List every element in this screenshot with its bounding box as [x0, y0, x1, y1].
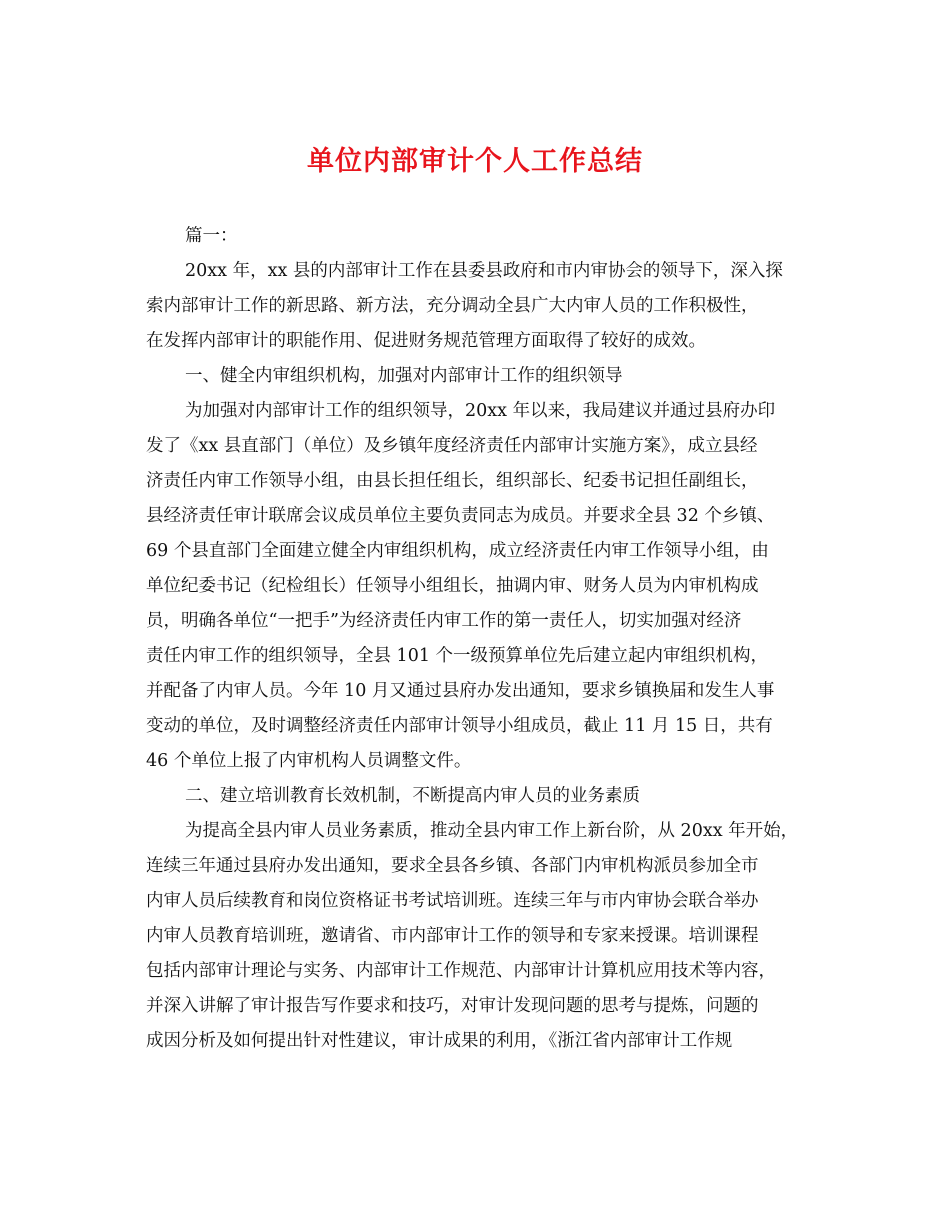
section-heading: 二、建立培训教育长效机制，不断提高内审人员的业务素质	[185, 786, 640, 806]
paragraph-line: 20xx 年，xx 县的内部审计工作在县委县政府和市内审协会的领导下，深入探	[185, 261, 783, 281]
paragraph-line: 员，明确各单位“一把手”为经济责任内审工作的第一责任人，切实加强对经济	[146, 611, 742, 631]
paragraph-line: 单位纪委书记（纪检组长）任领导小组组长，抽调内审、财务人员为内审机构成	[146, 576, 759, 596]
document-title: 单位内部审计个人工作总结	[307, 146, 643, 177]
paragraph-line: 济责任内审工作领导小组，由县长担任组长，组织部长、纪委书记担任副组长，	[146, 471, 759, 491]
paragraph-line: 成因分析及如何提出针对性建议，审计成果的利用，《浙江省内部审计工作规	[146, 1031, 733, 1051]
paragraph-line: 内审人员教育培训班，邀请省、市内部审计工作的领导和专家来授课。培训课程	[146, 926, 759, 946]
paragraph-line: 责任内审工作的组织领导，全县 101 个一级预算单位先后建立起内审组织机构，	[146, 646, 769, 666]
paragraph-line: 篇一：	[185, 226, 238, 246]
paragraph-line: 并配备了内审人员。今年 10 月又通过县府办发出通知，要求乡镇换届和发生人事	[146, 681, 775, 701]
section-heading: 一、健全内审组织机构，加强对内部审计工作的组织领导	[185, 366, 623, 386]
paragraph-line: 在发挥内部审计的职能作用、促进财务规范管理方面取得了较好的成效。	[146, 331, 706, 351]
paragraph-line: 内审人员后续教育和岗位资格证书考试培训班。连续三年与市内审协会联合举办	[146, 891, 759, 911]
paragraph-line: 索内部审计工作的新思路、新方法，充分调动全县广大内审人员的工作积极性，	[146, 296, 759, 316]
paragraph-line: 县经济责任审计联席会议成员单位主要负责同志为成员。并要求全县 32 个乡镇、	[146, 506, 775, 526]
paragraph-line: 并深入讲解了审计报告写作要求和技巧，对审计发现问题的思考与提炼，问题的	[146, 996, 759, 1016]
paragraph-line: 为加强对内部审计工作的组织领导，20xx 年以来，我局建议并通过县府办印	[185, 401, 776, 421]
paragraph-line: 变动的单位，及时调整经济责任内部审计领导小组成员，截止 11 月 15 日，共有	[146, 716, 773, 736]
paragraph-line: 发了《xx 县直部门（单位）及乡镇年度经济责任内部审计实施方案》，成立县经	[146, 436, 758, 456]
paragraph-line: 连续三年通过县府办发出通知，要求全县各乡镇、各部门内审机构派员参加全市	[146, 856, 759, 876]
paragraph-line: 69 个县直部门全面建立健全内审组织机构，成立经济责任内审工作领导小组，由	[146, 541, 769, 561]
paragraph-line: 包括内部审计理论与实务、内部审计工作规范、内部审计计算机应用技术等内容，	[146, 961, 776, 981]
paragraph-line: 为提高全县内审人员业务素质，推动全县内审工作上新台阶，从 20xx 年开始，	[185, 821, 799, 841]
paragraph-line: 46 个单位上报了内审机构人员调整文件。	[146, 751, 472, 771]
